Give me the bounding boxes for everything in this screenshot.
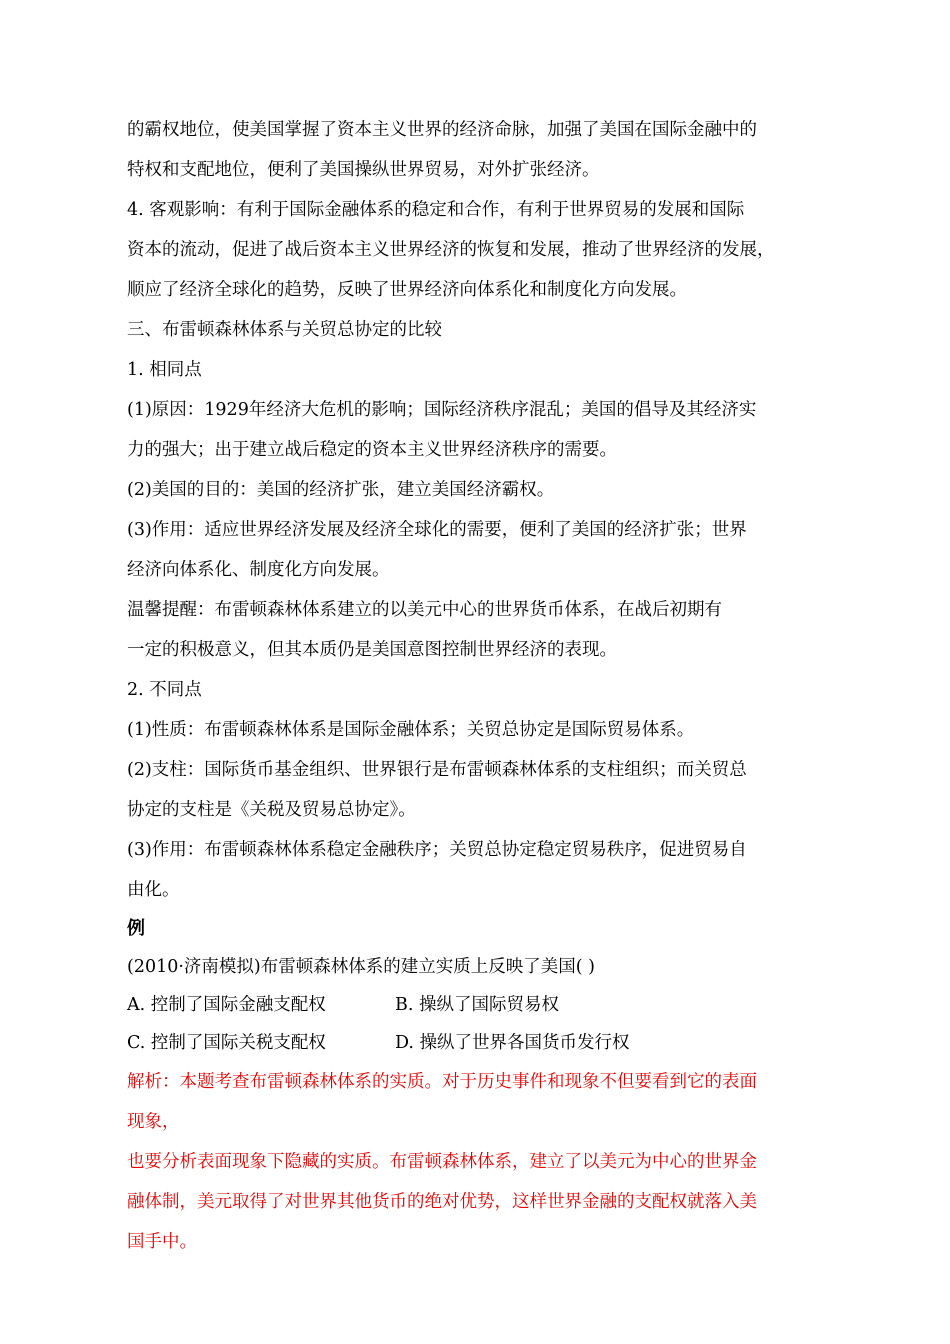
option-b: B. 操纵了国际贸易权 <box>395 995 559 1015</box>
analysis-line: 现象， <box>127 1112 180 1132</box>
reminder-line: 温馨提醒：布雷顿森林体系建立的以美元中心的世界货币体系，在战后初期有 <box>127 600 722 620</box>
paragraph-line: 力的强大；出于建立战后稳定的资本主义世界经济秩序的需要。 <box>127 440 617 460</box>
paragraph-line: (1)性质：布雷顿森林体系是国际金融体系；关贸总协定是国际贸易体系。 <box>127 720 695 740</box>
point-4-line: 4. 客观影响：有利于国际金融体系的稳定和合作，有利于世界贸易的发展和国际 <box>127 200 745 220</box>
paragraph-line: 由化。 <box>127 880 180 900</box>
subsection-similarities: 1. 相同点 <box>127 360 202 380</box>
option-d: D. 操纵了世界各国货币发行权 <box>395 1033 630 1053</box>
analysis-line: 解析：本题考查布雷顿森林体系的实质。对于历史事件和现象不但要看到它的表面 <box>127 1072 757 1092</box>
reminder-line: 一定的积极意义，但其本质仍是美国意图控制世界经济的表现。 <box>127 640 617 660</box>
paragraph-line: (3)作用：适应世界经济发展及经济全球化的需要，便利了美国的经济扩张；世界 <box>127 520 747 540</box>
paragraph-line: (2)支柱：国际货币基金组织、世界银行是布雷顿森林体系的支柱组织；而关贸总 <box>127 760 747 780</box>
paragraph-line: 顺应了经济全球化的趋势，反映了世界经济向体系化和制度化方向发展。 <box>127 280 687 300</box>
analysis-line: 也要分析表面现象下隐藏的实质。布雷顿森林体系，建立了以美元为中心的世界金 <box>127 1152 757 1172</box>
paragraph-line: 的霸权地位，使美国掌握了资本主义世界的经济命脉，加强了美国在国际金融中的 <box>127 120 757 140</box>
paragraph-line: (1)原因：1929年经济大危机的影响；国际经济秩序混乱；美国的倡导及其经济实 <box>127 400 757 420</box>
example-question: (2010·济南模拟)布雷顿森林体系的建立实质上反映了美国( ) <box>127 957 595 977</box>
paragraph-line: 资本的流动，促进了战后资本主义世界经济的恢复和发展，推动了世界经济的发展， <box>127 240 775 260</box>
example-heading: 例 <box>127 918 145 939</box>
option-a: A. 控制了国际金融支配权 <box>127 995 326 1015</box>
paragraph-line: (3)作用：布雷顿森林体系稳定金融秩序；关贸总协定稳定贸易秩序，促进贸易自 <box>127 840 747 860</box>
section-heading: 三、布雷顿森林体系与关贸总协定的比较 <box>127 320 442 340</box>
subsection-differences: 2. 不同点 <box>127 680 202 700</box>
option-row <box>127 986 827 1024</box>
paragraph-line: 协定的支柱是《关税及贸易总协定》。 <box>127 800 416 820</box>
option-c: C. 控制了国际关税支配权 <box>127 1033 326 1053</box>
analysis-line: 国手中。 <box>127 1232 197 1252</box>
paragraph-line: 经济向体系化、制度化方向发展。 <box>127 560 390 580</box>
paragraph-line: (2)美国的目的：美国的经济扩张，建立美国经济霸权。 <box>127 480 555 500</box>
analysis-line: 融体制，美元取得了对世界其他货币的绝对优势，这样世界金融的支配权就落入美 <box>127 1192 757 1212</box>
option-row <box>127 1024 827 1062</box>
paragraph-line: 特权和支配地位，便利了美国操纵世界贸易，对外扩张经济。 <box>127 160 600 180</box>
document-body <box>127 110 827 1262</box>
